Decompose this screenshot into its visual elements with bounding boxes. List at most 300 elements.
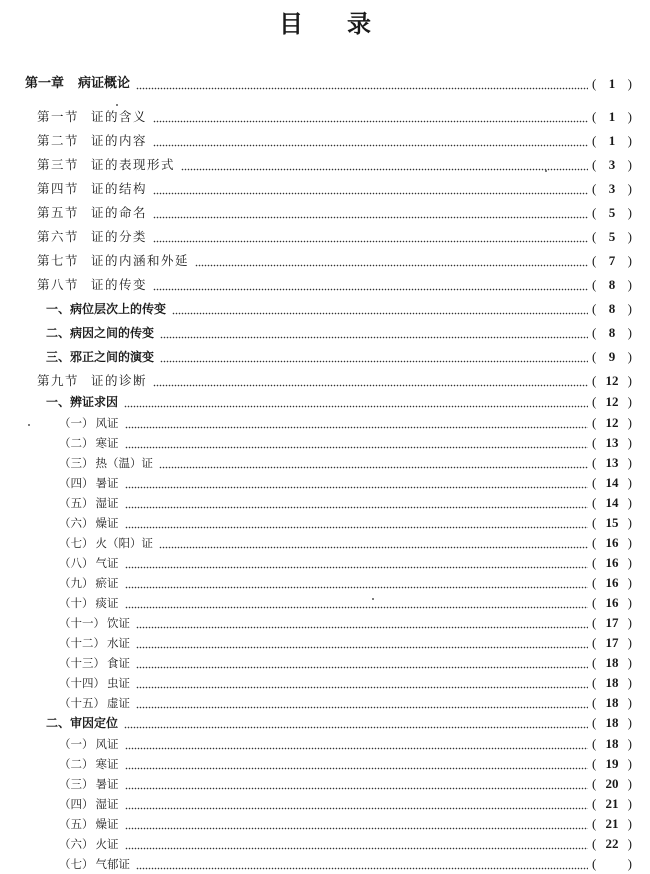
toc-entry-title: 证的传变 [91, 277, 148, 292]
close-paren: ) [627, 695, 632, 710]
page-reference[interactable] [592, 323, 632, 343]
page-number: 16 [605, 555, 619, 570]
close-paren: ) [627, 76, 632, 91]
dot-leader [195, 251, 588, 271]
open-paren: ( [592, 575, 597, 590]
toc-entry-label [0, 323, 154, 343]
page-reference[interactable] [592, 633, 632, 653]
toc-entry-title: 审因定位 [70, 716, 119, 730]
toc-entry[interactable] [0, 275, 650, 295]
page-reference[interactable] [592, 493, 632, 513]
toc-entry-number: （十四） [59, 676, 105, 690]
dot-leader [136, 633, 588, 653]
toc-entry-title: 寒证 [95, 436, 119, 450]
dot-leader [125, 774, 589, 794]
dot-leader [181, 155, 588, 175]
toc-entry-label [0, 299, 166, 319]
toc-entry-number: （四） [59, 476, 94, 490]
close-paren: ) [627, 575, 632, 590]
toc-entry-label [0, 533, 153, 553]
dot-leader [136, 854, 588, 874]
page-number: 1 [608, 133, 616, 148]
toc-entry[interactable] [0, 347, 650, 367]
toc-entry-label [0, 513, 119, 533]
toc-entry-label [0, 734, 119, 754]
close-paren: ) [627, 109, 632, 124]
toc-entry-title: 暑证 [95, 476, 119, 490]
page-number: 7 [608, 253, 616, 268]
toc-entry-number: 第九节 [37, 373, 80, 388]
page-number: 21 [605, 796, 619, 811]
close-paren: ) [627, 133, 632, 148]
toc-entry[interactable] [0, 814, 650, 834]
page-reference[interactable] [592, 834, 632, 854]
dot-leader [136, 693, 588, 713]
close-paren: ) [627, 435, 632, 450]
page-reference[interactable] [592, 413, 632, 433]
page-number: 1 [608, 109, 616, 124]
dot-leader [125, 593, 589, 613]
toc-entry-title: 气郁证 [95, 857, 130, 871]
toc-entry-label [0, 453, 153, 473]
toc-entry[interactable] [0, 754, 650, 774]
page-number: 12 [605, 415, 619, 430]
toc-entry-number: （十二） [59, 636, 105, 650]
toc-entry-label [0, 179, 147, 199]
page-reference[interactable] [592, 347, 632, 367]
toc-entry-number: （二） [59, 757, 94, 771]
scan-speck [545, 170, 547, 172]
toc-entry[interactable] [0, 533, 650, 553]
dot-leader [153, 227, 588, 247]
toc-entry-number: （六） [59, 516, 94, 530]
open-paren: ( [592, 695, 597, 710]
open-paren: ( [592, 455, 597, 470]
page-reference[interactable] [592, 533, 632, 553]
toc-entry[interactable] [0, 179, 650, 199]
toc-entry-number: （一） [59, 416, 94, 430]
page-reference[interactable] [592, 453, 632, 473]
page-reference[interactable] [592, 251, 632, 271]
page-reference[interactable] [592, 392, 632, 412]
dot-leader [124, 392, 588, 412]
open-paren: ( [592, 253, 597, 268]
close-paren: ) [627, 776, 632, 791]
toc-entry-title: 燥证 [95, 516, 119, 530]
page-number: 5 [608, 229, 616, 244]
page-number: 12 [605, 394, 619, 409]
toc-entry-label [0, 854, 130, 874]
dot-leader [159, 533, 588, 553]
page-number: 8 [608, 325, 616, 340]
dot-leader [160, 323, 588, 343]
page-reference[interactable] [592, 593, 632, 613]
dot-leader [125, 794, 589, 814]
toc-entry-title: 湿证 [95, 496, 119, 510]
toc-entry[interactable] [0, 392, 650, 412]
toc-entry[interactable] [0, 794, 650, 814]
toc-entry-title: 燥证 [95, 817, 119, 831]
toc-entry-title: 证的命名 [91, 205, 148, 220]
open-paren: ( [592, 76, 597, 91]
page-reference[interactable] [592, 553, 632, 573]
page-reference[interactable] [592, 107, 632, 127]
toc-entry-number: （十一） [59, 616, 105, 630]
close-paren: ) [627, 495, 632, 510]
toc-entry-title: 病位层次上的传变 [70, 302, 167, 316]
dot-leader [153, 203, 588, 223]
close-paren: ) [627, 325, 632, 340]
toc-entry-number: （三） [59, 456, 94, 470]
dot-leader [153, 107, 588, 127]
toc-entry-label [0, 107, 147, 127]
toc-entry[interactable] [0, 774, 650, 794]
toc-entry-title: 热（温）证 [95, 456, 153, 470]
toc-entry[interactable] [0, 107, 650, 127]
toc-entry-title: 暑证 [95, 777, 119, 791]
open-paren: ( [592, 301, 597, 316]
toc-entry-label [0, 433, 119, 453]
toc-entry-label [0, 593, 119, 613]
dot-leader [153, 179, 588, 199]
dot-leader [125, 473, 589, 493]
open-paren: ( [592, 349, 597, 364]
toc-entry-title: 证的分类 [91, 229, 148, 244]
page-number: 16 [605, 535, 619, 550]
open-paren: ( [592, 635, 597, 650]
toc-entry[interactable] [0, 453, 650, 473]
toc-entry-label [0, 392, 118, 412]
open-paren: ( [592, 756, 597, 771]
toc-entry[interactable] [0, 473, 650, 493]
close-paren: ) [627, 229, 632, 244]
open-paren: ( [592, 515, 597, 530]
page-reference[interactable] [592, 814, 632, 834]
close-paren: ) [627, 475, 632, 490]
toc-entry[interactable] [0, 371, 650, 391]
toc-entry-title: 火证 [95, 837, 119, 851]
toc-entry[interactable] [0, 653, 650, 673]
toc-entry-number: 二、 [46, 326, 71, 340]
close-paren: ) [627, 655, 632, 670]
page-number: 18 [605, 715, 619, 730]
toc-entry-title: 病因之间的传变 [70, 326, 155, 340]
scan-speck [116, 104, 118, 106]
toc-entry-title: 证的含义 [91, 109, 148, 124]
toc-entry-number: 第五节 [37, 205, 80, 220]
page-number: 8 [608, 277, 616, 292]
toc-entry-number: 第六节 [37, 229, 80, 244]
toc-entry-title: 证的内涵和外延 [91, 253, 190, 268]
toc-entry-title: 饮证 [107, 616, 130, 630]
page-reference[interactable] [592, 774, 632, 794]
close-paren: ) [627, 615, 632, 630]
page-number: 14 [605, 475, 619, 490]
toc-entry[interactable] [0, 155, 650, 175]
toc-entry-title: 证的内容 [91, 133, 148, 148]
open-paren: ( [592, 555, 597, 570]
page-reference[interactable] [592, 473, 632, 493]
toc-entry-label [0, 203, 147, 223]
toc-entry-title: 虚证 [107, 696, 130, 710]
close-paren: ) [627, 856, 632, 871]
toc-entry[interactable] [0, 573, 650, 593]
page-reference[interactable] [592, 693, 632, 713]
toc-entry[interactable] [0, 593, 650, 613]
close-paren: ) [627, 415, 632, 430]
toc-entry-number: 一、 [46, 395, 71, 409]
toc-entry-number: 三、 [46, 350, 71, 364]
page-reference[interactable] [592, 754, 632, 774]
dot-leader [125, 513, 589, 533]
toc-entry-number: （五） [59, 817, 94, 831]
close-paren: ) [627, 455, 632, 470]
toc-entry-label [0, 713, 118, 733]
open-paren: ( [592, 277, 597, 292]
open-paren: ( [592, 475, 597, 490]
toc-entry-title: 证的诊断 [91, 373, 148, 388]
page-number: 18 [605, 675, 619, 690]
page-number: 16 [605, 575, 619, 590]
close-paren: ) [627, 796, 632, 811]
dot-leader [125, 433, 589, 453]
dot-leader [136, 74, 588, 94]
toc-entry[interactable] [0, 227, 650, 247]
toc-entry-label [0, 754, 119, 774]
toc-entry-label [0, 74, 130, 94]
page-number: 17 [605, 635, 619, 650]
toc-entry[interactable] [0, 493, 650, 513]
page-number: 13 [605, 455, 619, 470]
toc-entry-title: 痰证 [95, 596, 119, 610]
page-number: 20 [605, 776, 619, 791]
close-paren: ) [627, 181, 632, 196]
close-paren: ) [627, 836, 632, 851]
close-paren: ) [627, 715, 632, 730]
page-reference[interactable] [592, 433, 632, 453]
page-reference[interactable] [592, 573, 632, 593]
toc-entry-title: 辨证求因 [70, 395, 119, 409]
toc-entry-label [0, 794, 119, 814]
toc-entry-label [0, 673, 130, 693]
open-paren: ( [592, 133, 597, 148]
close-paren: ) [627, 635, 632, 650]
toc-entry[interactable] [0, 433, 650, 453]
dot-leader [172, 299, 588, 319]
close-paren: ) [627, 756, 632, 771]
toc-entry[interactable] [0, 734, 650, 754]
toc-entry-number: 第八节 [37, 277, 80, 292]
close-paren: ) [627, 157, 632, 172]
open-paren: ( [592, 325, 597, 340]
toc-entry-number: （五） [59, 496, 94, 510]
page-reference[interactable] [592, 794, 632, 814]
toc-entry-title: 食证 [107, 656, 130, 670]
toc-entry[interactable] [0, 673, 650, 693]
toc-entry-number: 第四节 [37, 181, 80, 196]
toc-entry-title: 湿证 [95, 797, 119, 811]
toc-entry[interactable] [0, 854, 650, 874]
toc-entry-label [0, 774, 119, 794]
toc-entry-label [0, 834, 119, 854]
dot-leader [160, 347, 588, 367]
open-paren: ( [592, 736, 597, 751]
toc-entry-label [0, 131, 147, 151]
toc-entry-label [0, 251, 189, 271]
open-paren: ( [592, 796, 597, 811]
page-number: 9 [608, 349, 616, 364]
page-number: 12 [605, 373, 619, 388]
open-paren: ( [592, 157, 597, 172]
close-paren: ) [627, 394, 632, 409]
toc-entry[interactable] [0, 633, 650, 653]
toc-entry-label [0, 493, 119, 513]
toc-entry-label [0, 473, 119, 493]
page-title [0, 6, 650, 42]
page-reference[interactable] [592, 203, 632, 223]
toc-entry[interactable] [0, 613, 650, 633]
toc-entry-title: 病证概论 [78, 76, 131, 91]
page-reference[interactable] [592, 299, 632, 319]
toc-entry-title: 火（阳）证 [95, 536, 153, 550]
page-reference[interactable] [592, 155, 632, 175]
close-paren: ) [627, 675, 632, 690]
dot-leader [125, 814, 589, 834]
toc-entry-title: 气证 [95, 556, 119, 570]
close-paren: ) [627, 373, 632, 388]
page-reference[interactable] [592, 613, 632, 633]
dot-leader [153, 131, 588, 151]
open-paren: ( [592, 655, 597, 670]
toc-entry-number: 第一节 [37, 109, 80, 124]
toc-entry-number: （九） [59, 576, 94, 590]
toc-entry-label [0, 693, 130, 713]
toc-entry[interactable] [0, 74, 650, 94]
close-paren: ) [627, 349, 632, 364]
close-paren: ) [627, 736, 632, 751]
open-paren: ( [592, 373, 597, 388]
toc-entry-title: 邪正之间的演变 [70, 350, 155, 364]
toc-entry-label [0, 633, 130, 653]
toc-entry[interactable] [0, 413, 650, 433]
toc-entry-title: 证的表现形式 [91, 157, 176, 172]
close-paren: ) [627, 205, 632, 220]
toc-entry[interactable] [0, 553, 650, 573]
toc-entry-number: （一） [59, 737, 94, 751]
toc-entry-label [0, 227, 147, 247]
toc-entry-number: 第一章 [25, 76, 65, 91]
page-reference[interactable] [592, 513, 632, 533]
open-paren: ( [592, 715, 597, 730]
page-reference[interactable] [592, 653, 632, 673]
page-reference[interactable] [592, 131, 632, 151]
page-reference[interactable] [592, 371, 632, 391]
scan-speck [28, 424, 30, 426]
toc-entry-title: 风证 [95, 416, 119, 430]
open-paren: ( [592, 495, 597, 510]
toc-entry-number: （十五） [59, 696, 105, 710]
toc-entry-number: （三） [59, 777, 94, 791]
toc-entry[interactable] [0, 131, 650, 151]
dot-leader [125, 553, 589, 573]
page-number: 13 [605, 435, 619, 450]
toc-entry-number: （四） [59, 797, 94, 811]
toc-entry[interactable] [0, 203, 650, 223]
toc-entry[interactable] [0, 693, 650, 713]
toc-entry-label [0, 613, 130, 633]
toc-entry-label [0, 371, 147, 391]
title-char-2: 录 [347, 10, 371, 38]
page-reference[interactable] [592, 74, 632, 94]
page-number: 17 [605, 615, 619, 630]
toc-entry-number: （二） [59, 436, 94, 450]
open-paren: ( [592, 109, 597, 124]
page-reference[interactable] [592, 713, 632, 733]
page-reference[interactable] [592, 227, 632, 247]
page-number: 1 [608, 76, 616, 91]
toc-entry-number: （七） [59, 536, 94, 550]
dot-leader [159, 453, 588, 473]
toc-entry[interactable] [0, 713, 650, 733]
toc-entry[interactable] [0, 251, 650, 271]
toc-entry-label [0, 553, 119, 573]
toc-entry-label [0, 653, 130, 673]
page-reference[interactable] [592, 179, 632, 199]
toc-entry[interactable] [0, 513, 650, 533]
open-paren: ( [592, 394, 597, 409]
toc-entry-label [0, 347, 154, 367]
toc-entry-label [0, 155, 175, 175]
page-number: 22 [605, 836, 619, 851]
page-reference[interactable] [592, 673, 632, 693]
toc-entry-number: （十） [59, 596, 94, 610]
dot-leader [125, 754, 589, 774]
scan-speck [372, 598, 374, 600]
page-reference[interactable] [592, 854, 632, 874]
close-paren: ) [627, 595, 632, 610]
toc-entry[interactable] [0, 834, 650, 854]
page-number: 3 [608, 157, 616, 172]
page-number [596, 854, 627, 874]
toc-entry[interactable] [0, 299, 650, 319]
page-number: 8 [608, 301, 616, 316]
toc-entry-number: （八） [59, 556, 94, 570]
toc-entry-title: 水证 [107, 636, 130, 650]
toc-entry-label [0, 413, 119, 433]
toc-entry[interactable] [0, 323, 650, 343]
toc-entry-title: 瘀证 [95, 576, 119, 590]
open-paren: ( [592, 595, 597, 610]
open-paren: ( [592, 415, 597, 430]
title-char-1: 目 [279, 10, 303, 38]
open-paren: ( [592, 856, 597, 871]
close-paren: ) [627, 301, 632, 316]
dot-leader [124, 713, 588, 733]
open-paren: ( [592, 776, 597, 791]
open-paren: ( [592, 836, 597, 851]
toc-entry-title: 风证 [95, 737, 119, 751]
dot-leader [125, 834, 589, 854]
toc-entry-number: 一、 [46, 302, 71, 316]
open-paren: ( [592, 435, 597, 450]
page-reference[interactable] [592, 734, 632, 754]
toc-entry-number: 二、 [46, 716, 71, 730]
page-number: 15 [605, 515, 619, 530]
toc-entry-number: 第七节 [37, 253, 80, 268]
page-number: 18 [605, 695, 619, 710]
page-number: 5 [608, 205, 616, 220]
page-reference[interactable] [592, 275, 632, 295]
